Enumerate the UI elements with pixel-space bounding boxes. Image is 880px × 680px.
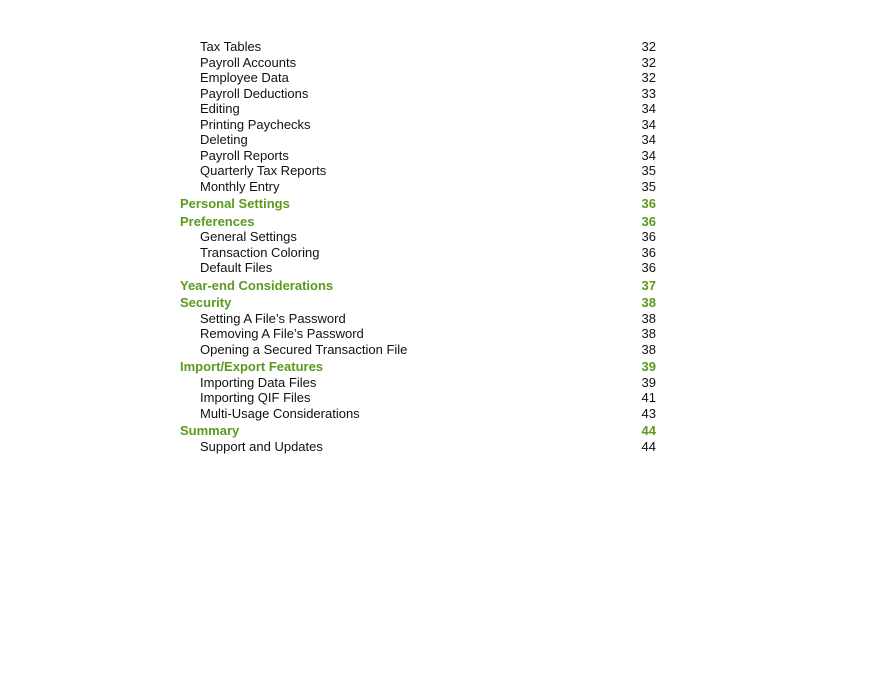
toc-entry-label: Tax Tables (200, 39, 262, 54)
toc-page-number: 36 (641, 260, 656, 275)
toc-page-number: 32 (641, 70, 656, 85)
toc-page-number: 38 (641, 341, 656, 357)
toc-page-number: 36 (641, 196, 656, 211)
toc-subentry[interactable] (180, 132, 656, 148)
toc-entry-label: Editing (200, 101, 240, 116)
toc-entry-label: Payroll Reports (200, 147, 289, 163)
toc-entry-label: Transaction Coloring (200, 244, 320, 260)
toc-page-number: 34 (641, 116, 656, 132)
toc-subentry[interactable] (180, 163, 656, 179)
toc-entry-label: Payroll Deductions (200, 85, 309, 101)
toc-subentry[interactable] (180, 342, 656, 358)
toc-entry-label: Security (180, 295, 232, 310)
toc-page-number: 39 (641, 359, 656, 374)
toc-page-number: 41 (641, 390, 656, 405)
toc-subentry[interactable] (180, 117, 656, 133)
toc-section-entry[interactable] (180, 423, 656, 439)
toc-entry-label: Removing A File’s Password (200, 326, 364, 341)
toc-section-entry[interactable] (180, 214, 656, 230)
toc-page-number: 44 (641, 438, 656, 454)
toc-subentry[interactable] (180, 229, 656, 245)
toc-subentry[interactable] (180, 39, 656, 55)
toc-page-number: 43 (641, 405, 656, 421)
toc-subentry[interactable] (180, 70, 656, 86)
toc-entry-label: Importing Data Files (200, 374, 317, 390)
toc-subentry[interactable] (180, 245, 656, 261)
toc-entry-label: Monthly Entry (200, 178, 280, 194)
toc-entry-label: Quarterly Tax Reports (200, 163, 327, 178)
toc-entry-label: Setting A File’s Password (200, 310, 346, 326)
toc-section-entry[interactable] (180, 359, 656, 375)
toc-entry-label: Year-end Considerations (180, 277, 334, 293)
toc-page-number: 34 (641, 101, 656, 116)
toc-section-entry[interactable] (180, 196, 656, 212)
toc-entry-label: Support and Updates (200, 438, 323, 454)
toc-page-number: 32 (641, 39, 656, 54)
toc-page-number: 36 (641, 244, 656, 260)
toc-page-number: 34 (641, 132, 656, 147)
toc-subentry[interactable] (180, 148, 656, 164)
toc-entry-label: Payroll Accounts (200, 54, 297, 70)
toc-page-number: 32 (641, 54, 656, 70)
toc-entry-label: Employee Data (200, 70, 289, 85)
toc-page-number: 38 (641, 310, 656, 326)
toc-subentry[interactable] (180, 101, 656, 117)
toc-entry-label: Opening a Secured Transaction File (200, 341, 408, 357)
toc-entry-label: Deleting (200, 132, 248, 147)
toc-subentry[interactable] (180, 390, 656, 406)
toc-page-number: 39 (641, 374, 656, 390)
toc-page-number: 38 (641, 295, 656, 310)
toc-page-number: 38 (641, 326, 656, 341)
toc-page-number: 36 (641, 229, 656, 244)
toc-entry-label: General Settings (200, 229, 297, 244)
toc-subentry[interactable] (180, 86, 656, 102)
toc-subentry[interactable] (180, 406, 656, 422)
toc-section-entry[interactable] (180, 295, 656, 311)
toc-subentry[interactable] (180, 260, 656, 276)
toc-subentry[interactable] (180, 311, 656, 327)
toc-subentry[interactable] (180, 375, 656, 391)
toc-entry-label: Preferences (180, 213, 255, 229)
toc-page-number: 44 (641, 423, 656, 438)
toc-page-number: 36 (641, 213, 656, 229)
table-of-contents (180, 39, 656, 454)
toc-entry-label: Import/Export Features (180, 359, 324, 374)
toc-page-number: 34 (641, 147, 656, 163)
toc-entry-label: Multi-Usage Considerations (200, 405, 360, 421)
toc-subentry[interactable] (180, 439, 656, 455)
toc-entry-label: Personal Settings (180, 196, 290, 211)
toc-subentry[interactable] (180, 179, 656, 195)
toc-subentry[interactable] (180, 55, 656, 71)
toc-subentry[interactable] (180, 326, 656, 342)
toc-entry-label: Default Files (200, 260, 273, 275)
toc-entry-label: Summary (180, 423, 240, 438)
toc-entry-label: Printing Paychecks (200, 116, 311, 132)
toc-page-number: 35 (641, 163, 656, 178)
toc-page-number: 33 (641, 85, 656, 101)
toc-entry-label: Importing QIF Files (200, 390, 311, 405)
toc-page-number: 37 (641, 277, 656, 293)
toc-page-number: 35 (641, 178, 656, 194)
toc-section-entry[interactable] (180, 278, 656, 294)
